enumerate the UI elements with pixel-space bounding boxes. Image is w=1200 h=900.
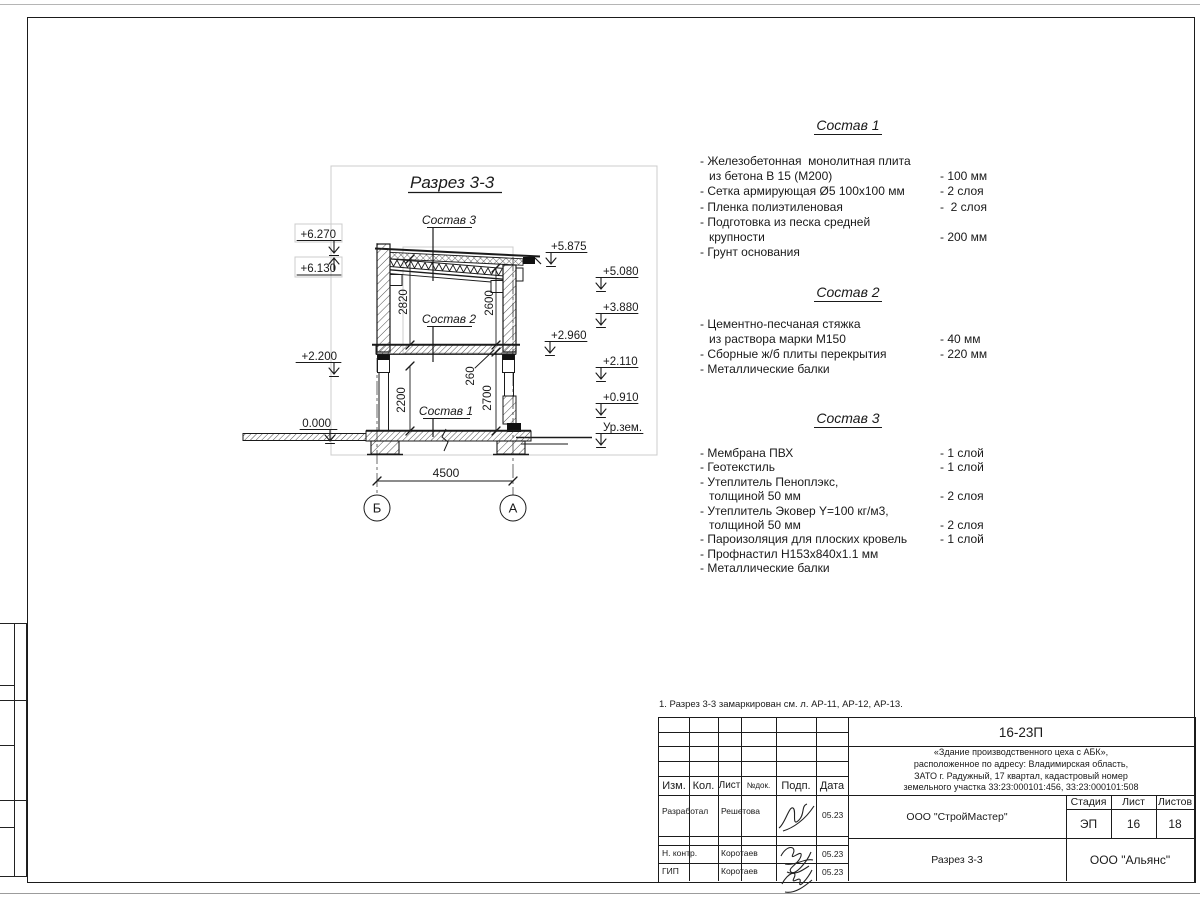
svg-text:+2.200: +2.200 (301, 351, 337, 363)
svg-text:+2.110: +2.110 (603, 356, 638, 368)
svg-text:Состав 1: Состав 1 (418, 404, 474, 418)
svg-text:Состав 3: Состав 3 (421, 213, 477, 227)
title-block (658, 717, 1196, 883)
stage-value: ЭП (1079, 816, 1098, 831)
list-item: - Металлические балки (700, 561, 830, 576)
svg-text:2700: 2700 (482, 385, 494, 411)
svg-text:+0.910: +0.910 (603, 392, 639, 404)
list-item: - Пленка полиэтиленовая - 2 слоя (700, 199, 987, 214)
list-item: - Утеплитель Эковер Y=100 кг/м3, (700, 503, 889, 518)
left-margin-stamp (0, 623, 27, 877)
svg-text:0.000: 0.000 (302, 418, 331, 430)
svg-text:+5.875: +5.875 (551, 241, 587, 253)
col-podp: Подп. (781, 779, 811, 792)
svg-text:+6.130: +6.130 (300, 263, 336, 275)
svg-text:260: 260 (465, 366, 477, 386)
paper-top-edge (0, 4, 1200, 5)
row-name: Коротаев (721, 866, 758, 876)
list-item: - Цементно-песчаная стяжка (700, 317, 861, 331)
svg-text:4500: 4500 (432, 466, 460, 480)
ground-slab (243, 429, 531, 455)
sheets-value: 18 (1168, 816, 1182, 831)
list-item: - Железобетонная монолитная плита (700, 154, 911, 168)
stage-label: Стадия (1070, 796, 1107, 808)
list-item: - Подготовка из песка средней (700, 214, 871, 229)
svg-text:+2.960: +2.960 (551, 330, 587, 342)
composition-2-heading: Состав 2 (816, 284, 880, 300)
svg-text:2820: 2820 (398, 289, 410, 315)
sheets-label: Листов (1157, 796, 1193, 808)
doc-title: Разрез 3-3 (931, 853, 983, 866)
col-kol: Кол. (692, 779, 715, 792)
svg-text:2200: 2200 (396, 387, 408, 413)
row-name: Коротаев (721, 848, 758, 858)
svg-text:Состав 2: Состав 2 (421, 312, 477, 326)
drawing-title: Разрез 3-3 (410, 173, 495, 192)
composition-3-heading: Состав 3 (816, 410, 880, 426)
composition-list-3 (700, 410, 996, 576)
svg-text:Ур.зем.: Ур.зем. (603, 422, 643, 434)
company-name: ООО "Альянс" (1089, 852, 1171, 867)
col-izm: Изм. (662, 779, 686, 792)
svg-text:2600: 2600 (484, 290, 496, 316)
svg-text:+6.270: +6.270 (300, 229, 336, 241)
org-name: ООО "СтройМастер" (906, 810, 1008, 823)
list-item: - Сборные ж/б плиты перекрытия - 220 мм (700, 347, 988, 361)
row-role: Разработал (662, 806, 709, 816)
paper-bottom-edge (0, 893, 1200, 894)
col-list: Лист (718, 780, 741, 791)
elevation-marks-right (545, 241, 643, 448)
floor-slab (372, 345, 520, 373)
row-date: 05.23 (822, 810, 844, 820)
entry-pier (503, 396, 516, 424)
list-item: - Сетка армирующая Ø5 100х100 мм - 2 слоя (700, 184, 984, 199)
col-ndok: №док. (746, 781, 771, 790)
elevation-marks-left (296, 229, 341, 444)
list-item: - Металлические балки (700, 362, 830, 376)
row-date: 05.23 (822, 849, 844, 859)
sheet-value: 16 (1126, 816, 1141, 831)
list-item: крупности - 200 мм (709, 230, 988, 245)
svg-text:Б: Б (372, 500, 382, 516)
list-item: - Утеплитель Пеноплэкс, (700, 474, 839, 489)
list-item: из раствора марки М150 - 40 мм (709, 332, 981, 346)
row-role: Н. контр. (662, 848, 698, 858)
signature (777, 798, 816, 836)
project-code: 16-23П (998, 724, 1044, 740)
composition-1-heading: Состав 1 (816, 117, 880, 133)
svg-text:+3.880: +3.880 (603, 302, 639, 314)
composition-list-1 (700, 117, 996, 260)
row-role: ГИП (662, 866, 679, 876)
list-item: толщиной 50 мм - 2 слоя (709, 518, 984, 533)
list-item: - Профнастил Н153х840х1.1 мм (700, 546, 879, 561)
sheet-label: Лист (1122, 796, 1145, 808)
composition-list-2 (700, 284, 996, 377)
svg-text:+5.080: +5.080 (603, 266, 639, 278)
sheet-note: 1. Разрез 3-3 замаркирован см. л. АР-11, АР-12, АР-13. (659, 699, 903, 710)
project-description: «Здание производственного цеха с АБК», расположенное по адресу: Владимирская область, ЗАТО г. Радужный, 17 квартал, кадастровый номер земельного участка 33:23:000101:456, 33:23:000101:508 (903, 747, 1139, 793)
list-item: - Мембрана ПВХ - 1 слой (700, 446, 984, 460)
section-drawing (240, 160, 660, 530)
list-item: - Грунт основания (700, 245, 800, 260)
row-name: Решетова (721, 806, 760, 816)
signature (779, 864, 815, 898)
list-item: из бетона В 15 (М200) - 100 мм (709, 169, 988, 184)
list-item: - Пароизоляция для плоских кровель - 1 слой (700, 532, 984, 547)
list-item: толщиной 50 мм - 2 слоя (709, 489, 984, 504)
col-data: Дата (819, 779, 845, 792)
axis-bubbles (364, 495, 526, 521)
row-date: 05.23 (822, 867, 844, 877)
svg-text:А: А (508, 500, 518, 516)
list-item: - Геотекстиль - 1 слой (700, 460, 984, 475)
